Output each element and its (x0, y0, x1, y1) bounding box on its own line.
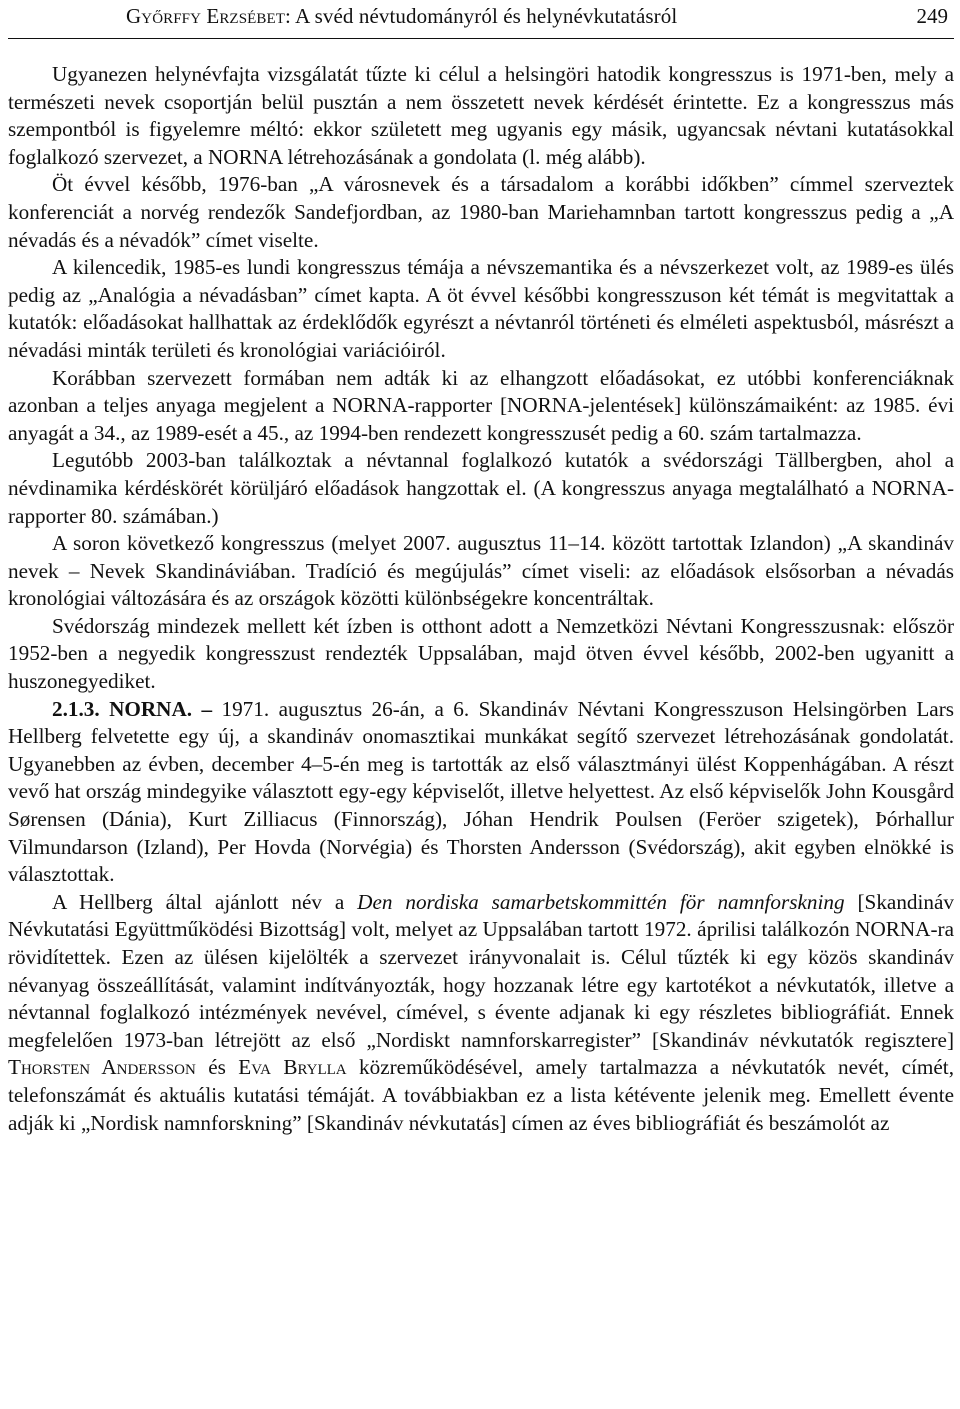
running-header-title (126, 4, 677, 29)
section-text: 1971. augusztus 26-án, a 6. Skandináv Névtani Kongresszuson Helsingörben Lars Hellberg felvetette egy új, a skandináv onomasztikai munkákat segítő szervezet létrehozásának gondolatát. Ugyanebben az évben, december 4–5-én meg is tartották az első választmányi ülést Koppenhágában. A részt vevő hat ország mindegyike választott egy-egy képviselőt, illetve helyettest. Az első képviselők John Kousgård Sørensen (Dánia), Kurt Zilliacus (Finnország), Jóhan Hendrik Poulsen (Feröer szigetek), Þórhallur Vilmundarson (Izland), Per Hovda (Norvégia) és Thorsten Andersson (Svédország), akit egyben elnökké is választottak. (8, 696, 955, 887)
page-number: 249 (916, 4, 948, 28)
paragraph-sandefjord-congress: Öt évvel később, 1976-ban „A városnevek és a társadalom a korábbi időkben” címmel szerveztek konferenciát a norvég rendezők Sandefjordban, az 1980-ban Mariehamnban tartott kongresszus pedig a „A névadás és a névadók” címet viselte. (8, 172, 954, 252)
paragraph-iceland-congress: A soron következő kongresszus (melyet 2007. augusztus 11–14. között tartottak Izlandon) „A skandináv nevek – Nevek Skandináviában. Tradíció és megújulás” címet viseli: az előadások elsősorban a névadás kronológiai változására és az országok közötti különbségekre koncentráltak. (8, 531, 954, 611)
body-text (8, 61, 954, 1137)
paragraph-international-congress: Svédország mindezek mellett két ízben is otthont adott a Nemzetközi Névtani Kongresszusnak: először 1952-ben a negyedik kongresszust rendezték Uppsalában, majd ötven évvel később, 2002-ben ugyanitt a huszonegyediket. (8, 613, 954, 694)
header-author: Győrffy Erzsébet (126, 4, 286, 28)
header-article-title: : A svéd névtudományról és helynévkutatásról (285, 4, 678, 28)
text-segment: közreműködésével, amely tartalmazza a névkutatók nevét, címét, telefonszámát és aktuális kutatási témáját. A továbbiakban ez a lista kétévente jelenik meg. Emellett évente adják ki „Nordisk namnforskning” [Skandináv névkutatás] címen az éves bibliográfiát és beszámolót az (8, 1055, 954, 1135)
paragraph-hellberg-name (8, 889, 954, 1137)
text-segment: és (195, 1055, 239, 1080)
paragraph-norna-section (8, 696, 954, 889)
paragraph-norna-rapporter: Korábban szervezett formában nem adták ki az elhangzott előadásokat, ez utóbbi konferenciáknak azonban a teljes anyaga megjelent a NORNA-rapporter [NORNA-jelentések] különszámaiként: az 1985. évi anyagát a 34., az 1989-esét a 45., az 1994-ben rendezett kongresszusét pedig a 60. szám tartalmazza. (8, 365, 954, 445)
section-heading: 2.1.3. NORNA. – (52, 696, 213, 721)
paragraph-helsingor-congress: Ugyanezen helynévfajta vizsgálatát tűzte ki célul a helsingöri hatodik kongresszus is 1971-ben, mely a természeti nevek csoportján belül pusztán a nem összetett nevek kérdését érintette. Ez a kongresszus más szempontból is figyelemre méltó: ekkor született meg ugyanis egy másik, ugyancsak névtani kutatásokkal foglalkozó szervezet, a NORNA létrehozásának a gondolata (l. még alább). (8, 62, 954, 169)
paragraph-lund-congress: A kilencedik, 1985-es lundi kongresszus témája a névszemantika és a névszerkezet volt, az 1989-es ülés pedig az „Analógia a névadásban” címet kapta. A öt évvel későbbi kongresszuson két témát is megvitattak a kutatók: előadásokat hallhattak az érdeklődők egyrészt a névtanról történeti és elméleti aspektusból, másrészt a névadási minták területi és kronológiai variációiról. (8, 255, 954, 362)
person-name: Eva Brylla (238, 1055, 347, 1080)
text-segment: [Skandináv Névkutatási Együttműködési Bizottság] volt, melyet az Uppsalában tartott 1972. áprilisi találkozón NORNA-ra rövidítettek. Ezen az ülésen kijelölték a szervezet irányvonalait is. Célul tűzték ki egy közös skandináv névanyag összeállítását, valamint indítványozták, hogy hozzanak létre egy kartotékot a névkutatók, illetve a névtannal foglalkozó intézmények nevével, címével, s évente adjanak ki egy részletes bibliográfiát. Ennek megfelelően 1973-ban létrejött az első „Nordiskt namnforskarregister” [Skandináv névkutatók regisztere] (8, 889, 954, 1052)
paragraph-tallberg-congress: Legutóbb 2003-ban találkoztak a névtannal foglalkozó kutatók a svédországi Tällbergben, ahol a névdinamika kérdéskörét körüljáró előadások hangzottak el. (A kongresszus anyaga megtalálható a NORNA-rapporter 80. számában.) (8, 448, 954, 528)
text-segment: A Hellberg által ajánlott név a (52, 889, 358, 914)
running-header (8, 0, 954, 39)
person-name: Thorsten Andersson (8, 1055, 196, 1080)
italic-title: Den nordiska samarbetskommittén för namnforskning (357, 889, 845, 914)
